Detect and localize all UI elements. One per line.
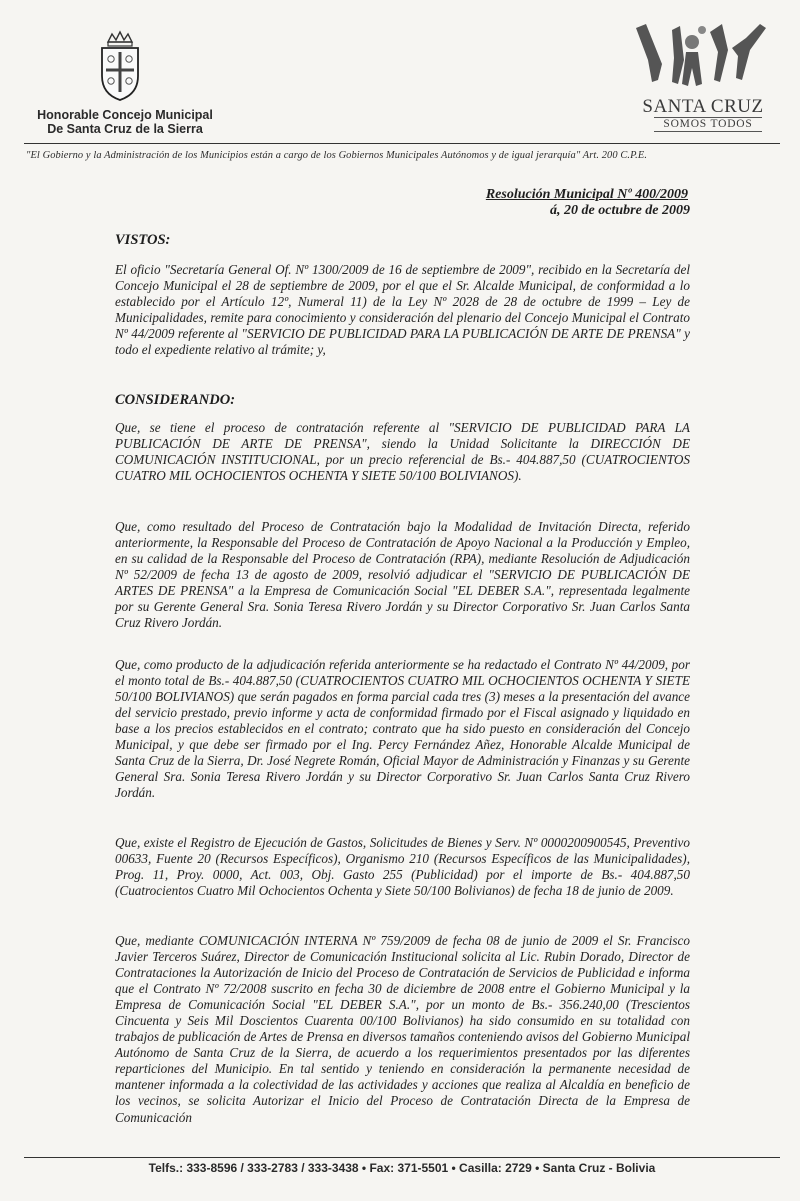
vistos-heading: VISTOS: [115,232,171,248]
footer-divider [24,1157,780,1158]
council-name-line2: De Santa Cruz de la Sierra [47,122,203,136]
footer-contact: Telfs.: 333-8596 / 333-2783 / 333-3438 • Fax: 371-5501 • Casilla: 2729 • Santa Cruz - Bolivia [148,1161,656,1175]
resolution-number: Resolución Municipal Nº 400/2009 [485,187,688,202]
brand-name: SANTA CRUZ [642,96,764,117]
santa-cruz-brand-logo-icon [632,20,772,100]
council-name-line1: Honorable Concejo Municipal [37,108,213,122]
council-name [20,108,230,136]
considerando-heading: CONSIDERANDO: [115,392,236,408]
constitution-quote: "El Gobierno y la Administración de los Municipios están a cargo de los Gobiernos Municipales Autónomos y de igual jerarquía" Art. 200 C.P.E. [26,150,648,161]
resolution-date: á, 20 de octubre de 2009 [550,203,690,218]
considerando-paragraph-3: Que, como producto de la adjudicación referida anteriormente se ha redactado el Contrato Nº 44/2009, por el monto total de Bs.- 404.887,50 (CUATROCIENTOS CUATRO MIL OCHOCIENTOS OCHENTA Y SIETE 50/100 BOLIVIANOS) que serán pagados en forma parcial cada tres (3) meses a la presentación del avance del servicio prestado, previo informe y acta de conformidad firmado por el Fiscal asignado y liquidado en base a los precios establecidos en el contrato; contrato que ha sido puesto en consideración del Concejo Municipal, y que debe ser firmado por el Ing. Percy Fernández Añez, Honorable Alcalde Municipal de Santa Cruz de la Sierra, Dr. José Negrete Román, Oficial Mayor de Administración y Finanzas y su Gerente General Sra. Sonia Teresa Rivero Jordán y su Director Corporativo Sr. Juan Carlos Santa Cruz Rivero Jordán. [115,657,690,801]
considerando-paragraph-5: Que, mediante COMUNICACIÓN INTERNA Nº 759/2009 de fecha 08 de junio de 2009 el Sr. Francisco Javier Terceros Suárez, Director de Comunicación Institucional solicita al Lic. Rubin Dorado, Director de Contrataciones la Autorización de Inicio del Proceso de Contratación de Servicios de Publicidad e informa que el Contrato Nº 72/2008 suscrito en fecha 30 de diciembre de 2008 entre el Gobierno Municipal y la Empresa de Comunicación Social "EL DEBER S.A.", por un monto de Bs.- 356.240,00 (Trescientos Cincuenta y Seis Mil Doscientos Cuarenta 00/100 Bolivianos) ha sido consumido en su totalidad con trabajos de publicación de Artes de Prensa en diversos tamaños conteniendo avisos del Gobierno Municipal Autónomo de Santa Cruz de la Sierra, de acuerdo a los requerimientos presentados por las diferentes reparticiones del Municipio. En tal sentido y teniendo en consideración la permanente necesidad de mantener informada a la colectividad de las actividades y acciones que realiza al Alcaldía en beneficio de los vecinos, se solicita Autorizar el Inicio del Proceso de Contratación Directa de la Empresa de Comunicación [115,933,690,1125]
considerando-paragraph-1: Que, se tiene el proceso de contratación referente al "SERVICIO DE PUBLICIDAD PARA LA PUBLICACIÓN DE ARTE DE PRENSA", siendo la Unidad Solicitante la DIRECCIÓN DE COMUNICACIÓN INSTITUCIONAL, por un precio referencial de Bs.- 404.887,50 (CUATROCIENTOS CUATRO MIL OCHOCIENTOS OCHENTA Y SIETE 50/100 BOLIVIANOS). [115,420,690,484]
header-divider [24,143,780,144]
considerando-paragraph-2: Que, como resultado del Proceso de Contratación bajo la Modalidad de Invitación Directa, referido anteriormente, la Responsable del Proceso de Contratación de Apoyo Nacional a la Producción y Empleo, en su calidad de la Responsable del Proceso de Contratación (RPA), mediante Resolución de Adjudicación Nº 52/2009 de fecha 13 de agosto de 2009, resolvió adjudicar el "SERVICIO DE PUBLICACIÓN DE ARTES DE PRENSA" a la Empresa de Comunicación Social "EL DEBER S.A.", representada legalmente por su Gerente General Sra. Sonia Teresa Rivero Jordán y su Director Corporativo Sr. Juan Carlos Santa Cruz Rivero Jordán. [115,519,690,631]
municipal-coat-of-arms-icon [96,28,144,104]
brand-tagline: SOMOS TODOS [654,117,762,132]
considerando-paragraph-4: Que, existe el Registro de Ejecución de Gastos, Solicitudes de Bienes y Serv. Nº 0000200900545, Preventivo 00633, Fuente 20 (Recursos Específicos), Organismo 210 (Recursos Específicos de las Municipalidades), Prog. 11, Proy. 0000, Act. 003, Obj. Gasto 255 (Publicidad) por el importe de Bs.- 404.887,50 (Cuatrocientos Cuatro Mil Ochocientos Ochenta y Siete 50/100 Bolivianos) de fecha 18 de junio de 2009. [115,835,690,899]
vistos-paragraph: El oficio "Secretaría General Of. Nº 1300/2009 de 16 de septiembre de 2009", recibido en la Secretaría del Concejo Municipal el 28 de septiembre de 2009, por el que el Sr. Alcalde Municipal, de conformidad a lo establecido por el Artículo 12º, Numeral 11) de la Ley Nº 2028 de 28 de octubre de 1999 – Ley de Municipalidades, remite para conocimiento y consideración del plenario del Concejo Municipal el Contrato Nº 44/2009 referente al "SERVICIO DE PUBLICIDAD PARA LA PUBLICACIÓN DE ARTE DE PRENSA" y todo el expediente relativo al trámite; y, [115,262,690,358]
